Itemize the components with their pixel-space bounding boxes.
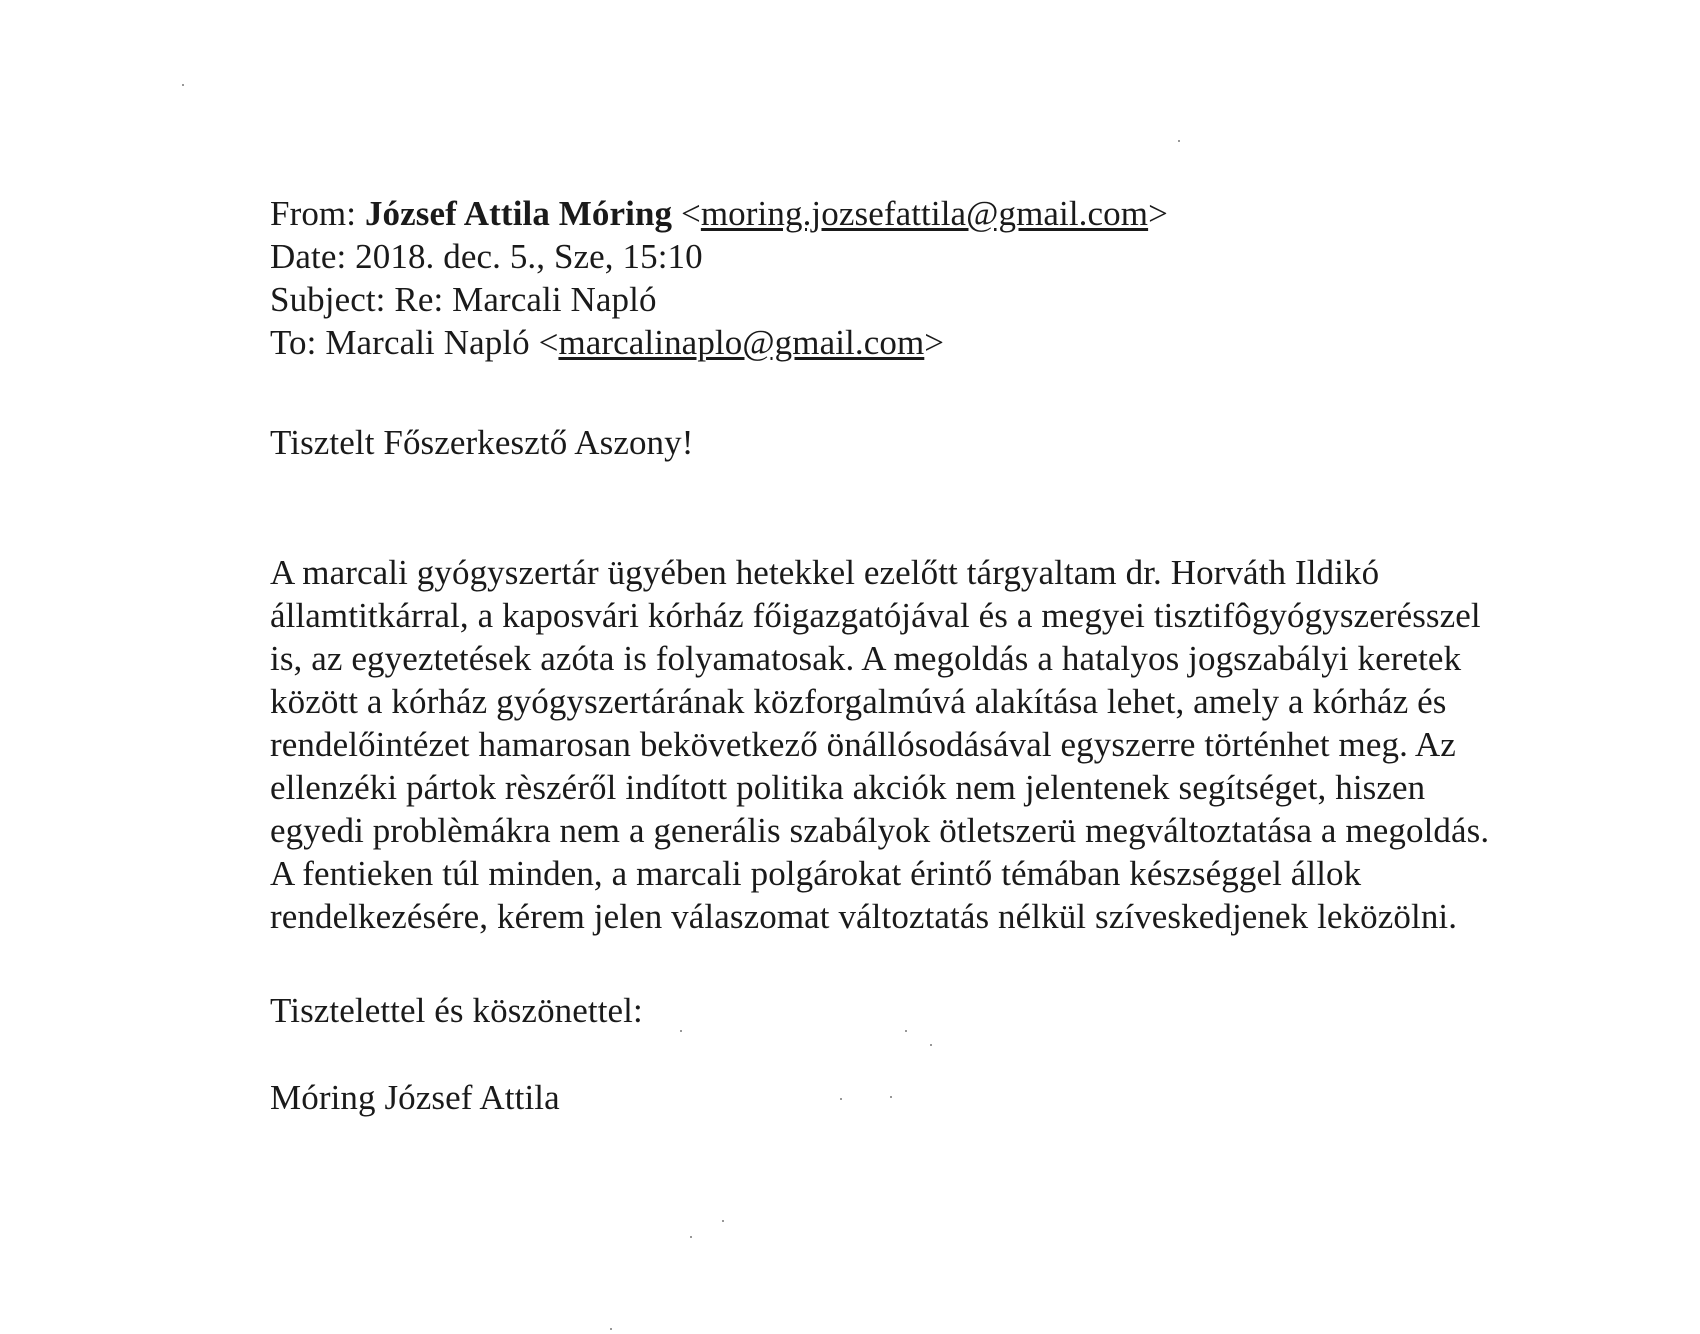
date-label: Date: — [270, 237, 347, 276]
from-email-open: < — [681, 194, 701, 233]
sender-name: József Attila Móring — [364, 194, 673, 233]
email-printout — [270, 192, 1520, 1119]
to-email-open: < — [538, 323, 559, 362]
scan-speck — [690, 1236, 692, 1238]
date-line — [270, 235, 1520, 278]
from-email-close: > — [1148, 194, 1168, 233]
from-line — [270, 192, 1520, 235]
recipient-name: Marcali Napló — [325, 323, 530, 362]
letter-paragraph-1: A marcali gyógyszertár ügyében hetekkel ezelőtt tárgyaltam dr. Horváth Ildikó államtitkárral, a kaposvári kórház főigazgatójával és a megyei tisztifôgyógyszerésszel is, az egyeztetések azóta is folyamatosak. A megoldás a hatalyos jogszabályi keretek között a kórház gyógyszertárának közforgalmúvá alakítása lehet, amely a kórház és rendelőintézet hamarosan bekövetkező önállósodásával egyszerre történhet meg. Az ellenzéki pártok rèszéről indított politika akciók nem jelentenek segítséget, hiszen egyedi problèmákra nem a generális szabályok ötletszerü megváltoztatása a megoldás. — [270, 553, 1490, 850]
subject-label: Subject: — [270, 280, 386, 319]
subject-value: Re: Marcali Napló — [394, 280, 657, 319]
sender-email-link[interactable]: moring.jozsefattila@gmail.com — [700, 194, 1149, 233]
scan-speck — [930, 1044, 932, 1046]
letter-closing: Tisztelettel és köszönettel: — [270, 991, 643, 1030]
scan-speck — [610, 1328, 612, 1330]
scan-speck — [890, 1096, 892, 1098]
scan-speck — [680, 1030, 682, 1032]
to-email-close: > — [924, 323, 945, 362]
recipient-email-link[interactable]: marcalinaplo@gmail.com — [558, 323, 925, 362]
letter-paragraph-2: A fentieken túl minden, a marcali polgárokat érintő témában készséggel állok rendelkezésére, kérem jelen válaszomat változtatás nélkül szíveskedjenek leközölni. — [270, 854, 1458, 936]
letter-signature: Móring József Attila — [270, 1078, 560, 1117]
date-value: 2018. dec. 5., Sze, 15:10 — [355, 237, 703, 276]
to-label: To: — [270, 323, 317, 362]
scan-speck — [182, 84, 184, 86]
scan-speck — [1178, 140, 1180, 142]
to-line — [270, 321, 1520, 364]
scan-speck — [905, 1030, 907, 1032]
letter-body — [270, 551, 1500, 938]
letter-greeting: Tisztelt Főszerkesztő Aszony! — [270, 423, 694, 462]
subject-line — [270, 278, 1520, 321]
scan-speck — [722, 1220, 724, 1222]
from-label: From: — [270, 194, 357, 233]
scan-speck — [840, 1098, 842, 1100]
